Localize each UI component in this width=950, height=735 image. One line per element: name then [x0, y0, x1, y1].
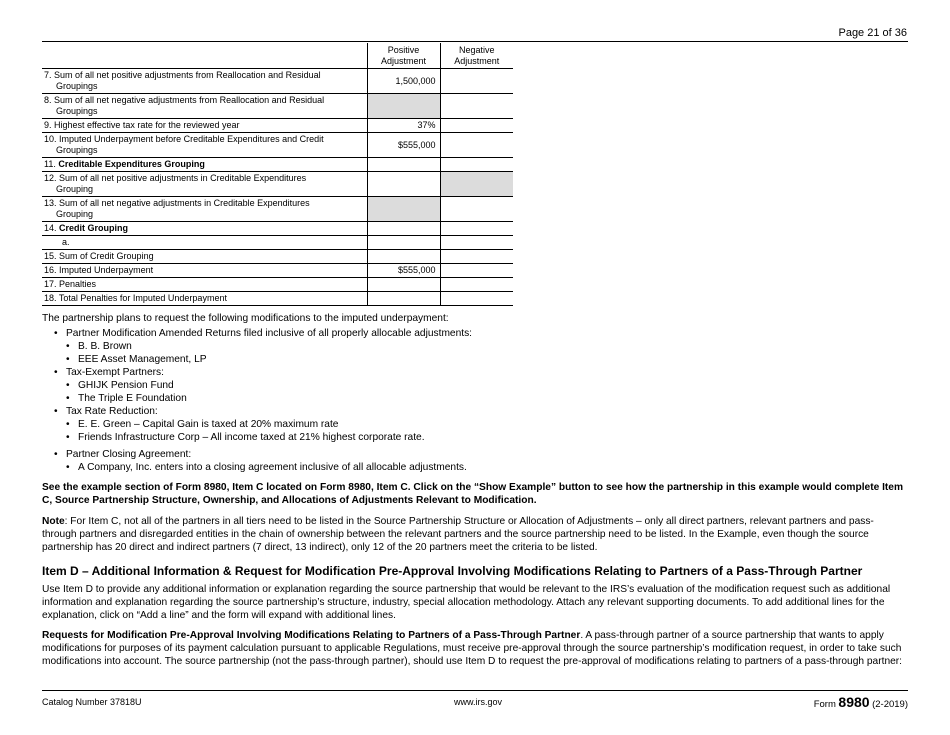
row9-negative: [440, 119, 513, 133]
adjustment-table: [42, 43, 513, 306]
bottom-rule: [42, 690, 908, 691]
list-item: • Partner Closing Agreement: • A Company, Inc. enters into a closing agreement inclusive of all allocable adjustments.: [54, 448, 908, 474]
table-row: 13. Sum of all net negative adjustments in Creditable Expenditures Grouping: [42, 197, 513, 222]
table-row: a.: [42, 236, 513, 250]
catalog-number: Catalog Number 37818U: [42, 697, 142, 707]
row8-positive: [367, 94, 440, 119]
row14-positive: [367, 222, 440, 236]
row14a-positive: [367, 236, 440, 250]
row12-positive: [367, 172, 440, 197]
col-negative-header: Negative Adjustment: [440, 43, 513, 69]
top-rule: [42, 41, 908, 42]
list-item: • Tax Rate Reduction: • E. E. Green – Capital Gain is taxed at 20% maximum rate • Friends Infrastructure Corp – All income taxed at 21% highest corporate rate.: [54, 405, 908, 444]
row11-negative: [440, 158, 513, 172]
row9-positive: 37%: [367, 119, 440, 133]
table-row: 10. Imputed Underpayment before Creditable Expenditures and Credit Groupings $555,000: [42, 133, 513, 158]
modifications-intro: The partnership plans to request the following modifications to the imputed underpayment:: [42, 313, 449, 324]
list-item: • Friends Infrastructure Corp – All income taxed at 21% highest corporate rate.: [66, 431, 908, 444]
table-row: 7. Sum of all net positive adjustments from Reallocation and Residual Groupings 1,500,000: [42, 69, 513, 94]
table-row: 11. Creditable Expenditures Grouping: [42, 158, 513, 172]
table-row: 16. Imputed Underpayment $555,000: [42, 264, 513, 278]
table-row: 12. Sum of all net positive adjustments in Creditable Expenditures Grouping: [42, 172, 513, 197]
row18-positive: [367, 292, 440, 306]
row17-negative: [440, 278, 513, 292]
table-header-row: [42, 43, 513, 69]
note-paragraph: Note: For Item C, not all of the partners in all tiers need to be listed in the Source Partnership Structure or Allocation of Adjustments – only all direct partners, relevant partners and pass-through partners and disregarded entities in the chain of ownership between the relevant partners and the source partnership need to be listed. In the Example, even though the source partnership has 20 direct and indirect partners (7 direct, 13 indirect), only 12 of the 20 partners meet the criteria to be listed.: [42, 516, 874, 553]
table-row: 9. Highest effective tax rate for the reviewed year 37%: [42, 119, 513, 133]
row10-negative: [440, 133, 513, 158]
item-d-paragraph-1: Use Item D to provide any additional information or explanation regarding the source partnership that would be relevant to the IRS’s evaluation of the modification request such as additional information and explanation regarding the source partnership’s structure, industry, special allocation methodology. Attach any relevant supporting documents. To add additional lines for the explanation, click on “Add a line” and the form will expand with additional lines.: [42, 584, 891, 621]
list-item: • Tax-Exempt Partners: • GHIJK Pension Fund • The Triple E Foundation: [54, 366, 908, 405]
note-label: Note: [42, 516, 65, 527]
table-row: 14. Credit Grouping: [42, 222, 513, 236]
row16-positive: $555,000: [367, 264, 440, 278]
row14-negative: [440, 222, 513, 236]
table-row: 8. Sum of all net negative adjustments from Reallocation and Residual Groupings: [42, 94, 513, 119]
list-item: • EEE Asset Management, LP: [66, 353, 908, 366]
table-row: 17. Penalties: [42, 278, 513, 292]
table-row: 15. Sum of Credit Grouping: [42, 250, 513, 264]
list-item: • Partner Modification Amended Returns filed inclusive of all properly allocable adjustments: • B. B. Brown • EEE Asset Management, LP: [54, 327, 908, 366]
row13-negative: [440, 197, 513, 222]
list-item: • GHIJK Pension Fund: [66, 379, 908, 392]
row13-positive: [367, 197, 440, 222]
list-item: • The Triple E Foundation: [66, 392, 908, 405]
row7-negative: [440, 69, 513, 94]
website-link[interactable]: www.irs.gov: [454, 697, 503, 707]
list-item: • A Company, Inc. enters into a closing agreement inclusive of all allocable adjustments.: [66, 461, 908, 474]
row15-positive: [367, 250, 440, 264]
modifications-section: [42, 312, 908, 474]
see-example-paragraph: See the example section of Form 8980, Item C located on Form 8980, Item C. Click on the “Show Example” button to see how the partnership in this example would complete Item C, Source Partnership Structure, Ownership, and Allocations of Adjustments Relevant to Modification.: [42, 482, 904, 506]
row18-negative: [440, 292, 513, 306]
row10-positive: $555,000: [367, 133, 440, 158]
list-item: • E. E. Green – Capital Gain is taxed at 20% maximum rate: [66, 418, 908, 431]
row8-negative: [440, 94, 513, 119]
page-number: Page 21 of 36: [838, 27, 907, 39]
row12-negative: [440, 172, 513, 197]
col-positive-header: Positive Adjustment: [367, 43, 440, 69]
row17-positive: [367, 278, 440, 292]
row14a-negative: [440, 236, 513, 250]
form-id: Form 8980 (2-2019): [813, 694, 908, 710]
list-item: • B. B. Brown: [66, 340, 908, 353]
modifications-list: [54, 327, 908, 474]
row7-positive: 1,500,000: [367, 69, 440, 94]
item-d-paragraph-2: Requests for Modification Pre-Approval Involving Modifications Relating to Partners of a Pass-Through Partner. A pass-through partner of a source partnership that wants to apply modifications for purposes of its payment calculation pursuant to applicable Regulations, must receive pre-approval through the source partnership’s modification request, in order to take such modifications into account. The source partnership (not the pass-through partner), should use Item D to request the pre-approval of modifications relating to partners of a pass-through partner:: [42, 630, 902, 667]
table-row: 18. Total Penalties for Imputed Underpayment: [42, 292, 513, 306]
row15-negative: [440, 250, 513, 264]
row16-negative: [440, 264, 513, 278]
item-d-heading: Item D – Additional Information & Request for Modification Pre-Approval Involving Modifications Relating to Partners of a Pass-Through Partner: [42, 564, 863, 578]
row11-positive: [367, 158, 440, 172]
